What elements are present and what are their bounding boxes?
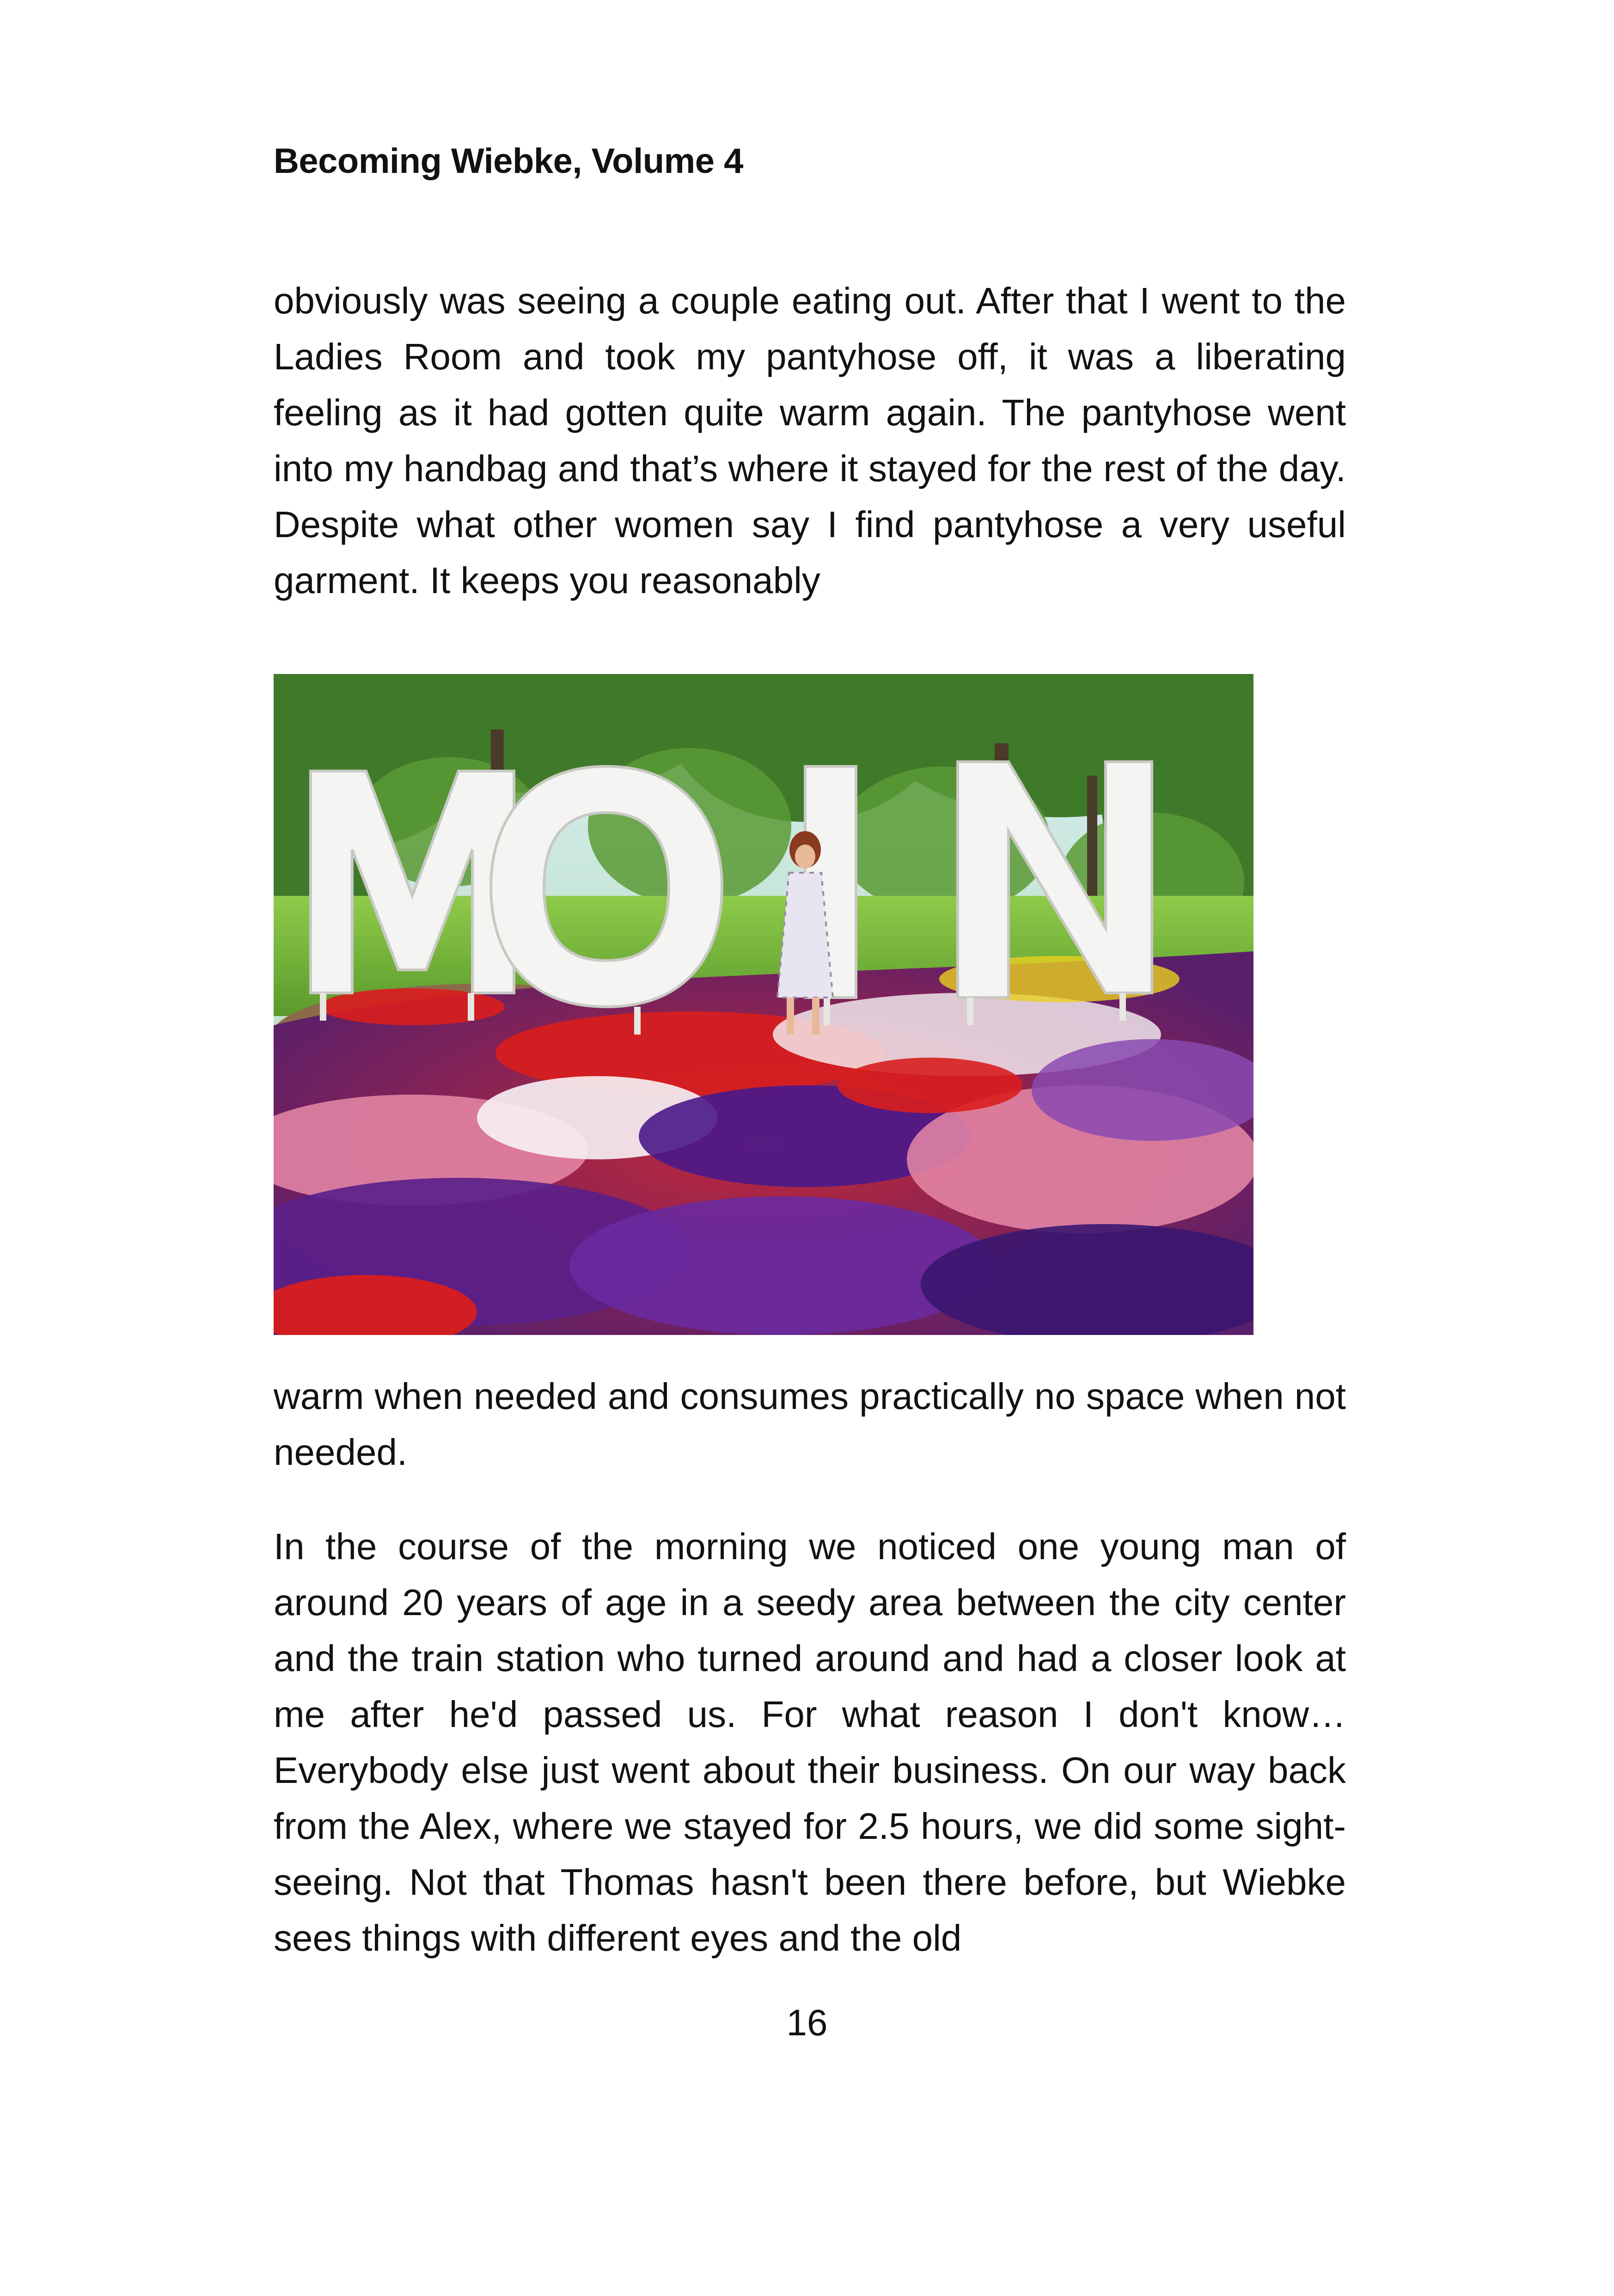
page-number: 16	[786, 2002, 828, 2043]
paragraph-2: warm when needed and consumes practically no space when not needed.	[274, 1376, 1346, 1473]
paragraph-1: obviously was seeing a couple eating out. After that I went to the Ladies Room and took my pantyhose off, it was a liberating feeling as it had gotten quite warm again. The pantyhose went into my handbag and that’s where it stayed for the rest of the day. Despite what other women say I find pantyhose a very useful garment. It keeps you reasonably	[274, 280, 1346, 601]
paragraph-3: In the course of the morning we noticed one young man of around 20 years of age in a seedy area between the city center and the train station who turned around and had a closer look at me after he'd passed us. For what reason I don't know… Everybody else just went about their business. On our way back from the Alex, where we stayed for 2.5 hours, we did some sight-seeing. Not that Thomas hasn't been there before, but Wiebke sees things with different eyes and the old	[274, 1526, 1346, 1959]
running-header: Becoming Wiebke, Volume 4	[274, 141, 743, 181]
photo-moin-sign-flower-garden	[274, 674, 1253, 1335]
